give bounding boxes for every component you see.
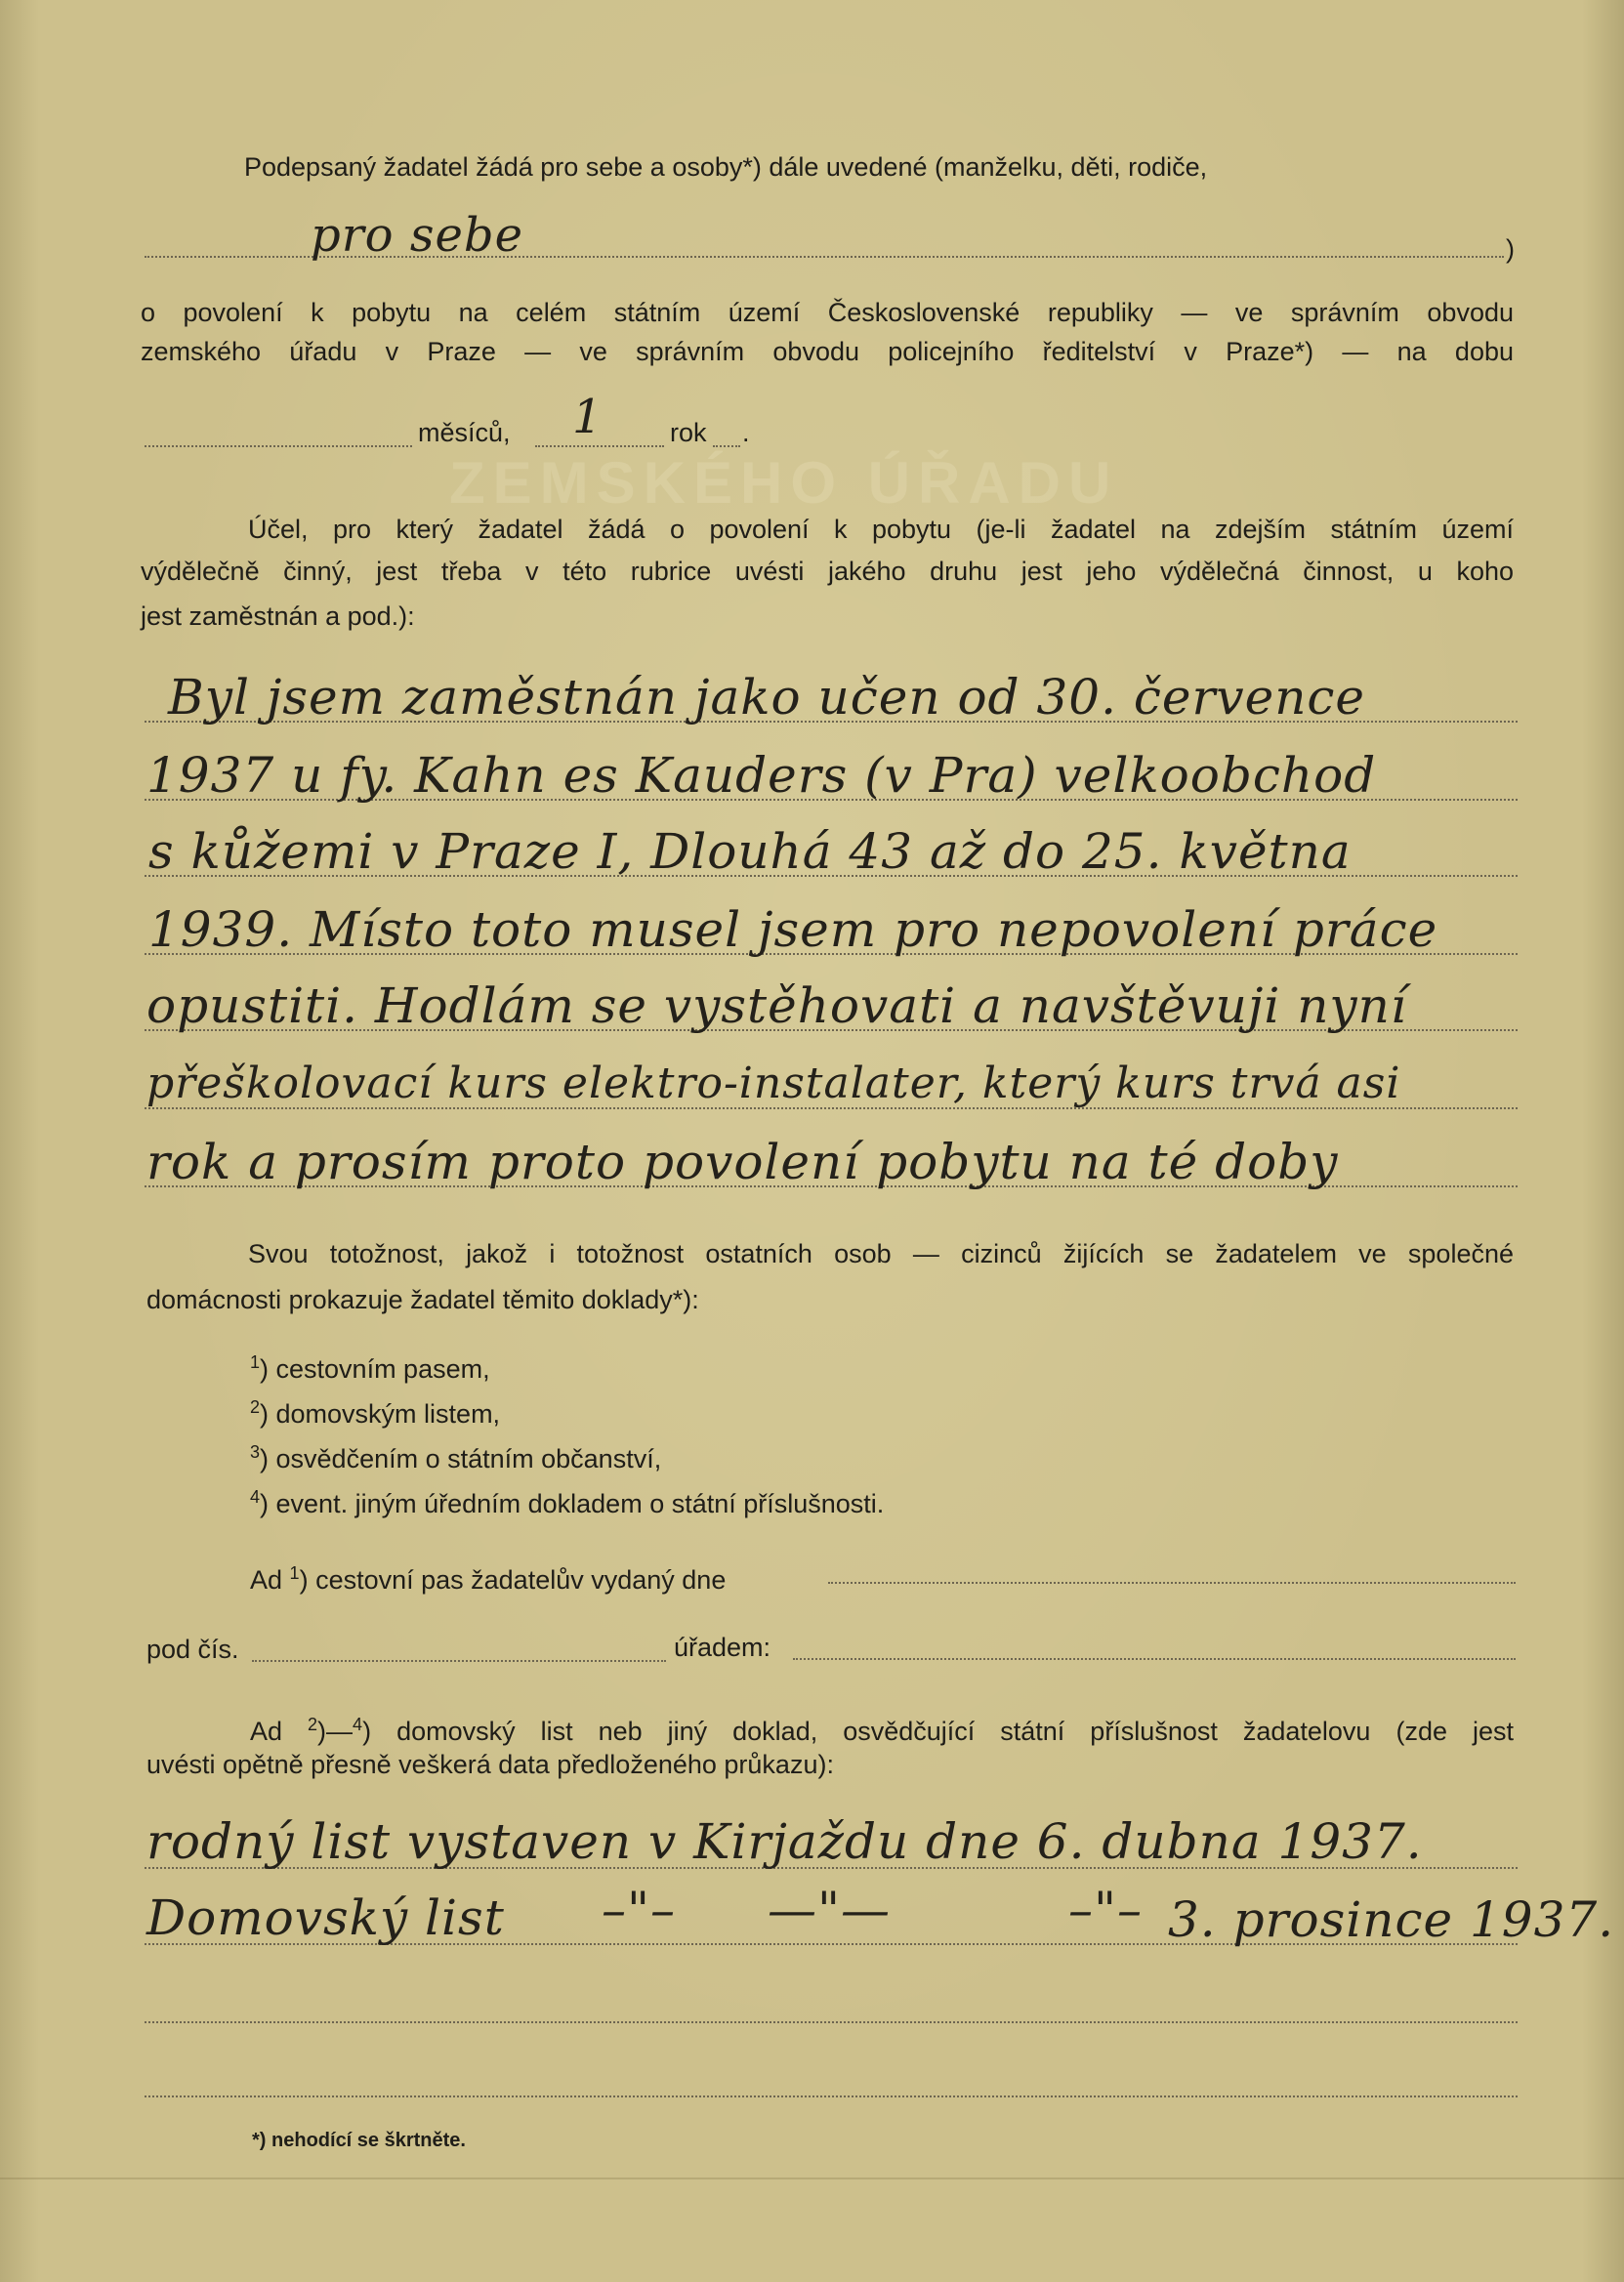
intro-text: Podepsaný žadatel žádá pro sebe a osoby*) dále uvedené (manželku, děti, rodiče, — [244, 152, 1208, 182]
persons-close-paren: ) — [1506, 234, 1515, 264]
purpose-line-2: výdělečně činný, jest třeba v této rubrice uvésti jakého druhu jest jeho výdělečná činnost, u koho — [141, 557, 1514, 586]
passport-date-field[interactable] — [828, 1582, 1516, 1584]
document-item-text: domovským listem, — [275, 1399, 501, 1429]
pod-cis-field[interactable] — [252, 1660, 666, 1662]
purpose-handwritten-1: Byl jsem zaměstnán jako učen od 30. července — [168, 669, 1365, 726]
months-field[interactable] — [145, 445, 412, 447]
other-handwritten-1: rodný list vystaven v Kirjaždu dne 6. dubna 1937. — [146, 1813, 1423, 1870]
passport-prefix: Ad — [250, 1565, 283, 1595]
uradem-field[interactable] — [793, 1658, 1516, 1660]
pod-cis-label: pod čís. — [146, 1635, 239, 1664]
other-docs-line-2: uvésti opětně přesně veškerá data předloženého průkazu): — [146, 1750, 834, 1779]
document-item-number: 1 — [250, 1352, 261, 1372]
other-prefix: Ad — [250, 1717, 283, 1746]
identity-line-1: Svou totožnost, jakož i totožnost ostatních osob — cizinců žijících se žadatelem ve společné — [248, 1239, 1514, 1268]
identity-line-2: domácnosti prokazuje žadatel těmito doklady*): — [146, 1285, 699, 1314]
other-handwritten-2a: Domovský list — [146, 1889, 505, 1946]
permit-line-1: o povolení k pobytu na celém státním území Československé republiky — ve správním obvodu — [141, 298, 1514, 327]
purpose-handwritten-5: opustiti. Hodlám se vystěhovati a navštěvuji nyní — [146, 977, 1407, 1034]
document-item-1: $^1$) cestovním pasem, — [250, 1352, 490, 1384]
passport-label: cestovní pas žadatelův vydaný dne — [315, 1565, 727, 1595]
document-item-text: osvědčením o státním občanství, — [275, 1444, 662, 1473]
other-dash: — — [326, 1717, 354, 1746]
purpose-handwritten-2: 1937 u fy. Kahn es Kauders (v Pra) velkoobchod — [146, 747, 1377, 804]
months-label: měsíců, — [418, 418, 511, 447]
faded-stamp: ZEMSKÉHO ÚŘADU — [449, 450, 1119, 516]
document-item-number: 4 — [250, 1487, 261, 1507]
footnote-text: nehodící se škrtněte. — [271, 2130, 466, 2151]
purpose-line-3: jest zaměstnán a pod.): — [141, 602, 415, 631]
other-number-a: 2 — [308, 1715, 318, 1734]
purpose-line-1: Účel, pro který žadatel žádá o povolení k pobytu (je-li žadatel na zdejším státním území — [248, 515, 1514, 544]
years-handwritten: 1 — [572, 390, 604, 444]
other-handwritten-2c: —"— — [768, 1882, 891, 1938]
years-field[interactable] — [535, 445, 664, 447]
purpose-handwritten-6: přeškolovací kurs elektro-instalater, který kurs trvá asi — [146, 1058, 1401, 1108]
footnote-mark: *) — [252, 2130, 267, 2151]
years-tail-dots — [713, 445, 740, 447]
document-item-3: $^3$) osvědčením o státním občanství, — [250, 1442, 662, 1473]
document-item-number: 2 — [250, 1397, 261, 1417]
other-docs-text: domovský list neb jiný doklad, osvědčující státní příslušnost žadatelovu (zde jest — [396, 1717, 1514, 1746]
other-handwritten-2b: –"– — [602, 1882, 676, 1938]
other-handwritten-2d: –"– — [1068, 1882, 1143, 1938]
document-item-2: $^2$) domovským listem, — [250, 1397, 501, 1429]
years-end: . — [742, 418, 750, 447]
document-item-4: $^4$) event. jiným úředním dokladem o státní příslušnosti. — [250, 1487, 885, 1518]
footnote — [252, 2129, 466, 2152]
other-handwritten-2e: 3. prosince 1937. — [1168, 1891, 1615, 1948]
other-dots-3[interactable] — [145, 2021, 1518, 2023]
passport-number: 1 — [289, 1563, 300, 1583]
document-item-number: 3 — [250, 1442, 261, 1462]
other-docs-line-1: Ad $^2$)—$^4$) domovský list neb jiný doklad, osvědčující státní příslušnost žadatelovu (zde jest — [250, 1715, 1514, 1746]
document-item-text: event. jiným úředním dokladem o státní příslušnosti. — [275, 1489, 885, 1518]
purpose-handwritten-4: 1939. Místo toto musel jsem pro nepovolení práce — [148, 901, 1438, 958]
document-item-text: cestovním pasem, — [275, 1354, 490, 1384]
page-fold — [0, 2178, 1624, 2179]
other-dots-4[interactable] — [145, 2095, 1518, 2097]
uradem-label: úřadem: — [674, 1633, 771, 1662]
permit-line-2: zemského úřadu v Praze — ve správním obvodu policejního ředitelství v Praze*) — na dobu — [141, 337, 1514, 366]
years-label: rok — [670, 418, 707, 447]
persons-handwritten: pro sebe — [311, 208, 523, 263]
purpose-handwritten-7: rok a prosím proto povolení pobytu na té doby — [146, 1134, 1339, 1190]
other-number-b: 4 — [353, 1715, 363, 1734]
passport-label-line: Ad $^1$) cestovní pas žadatelův vydaný dne — [250, 1563, 727, 1595]
purpose-handwritten-3: s kůžemi v Praze I, Dlouhá 43 až do 25. května — [148, 823, 1352, 880]
